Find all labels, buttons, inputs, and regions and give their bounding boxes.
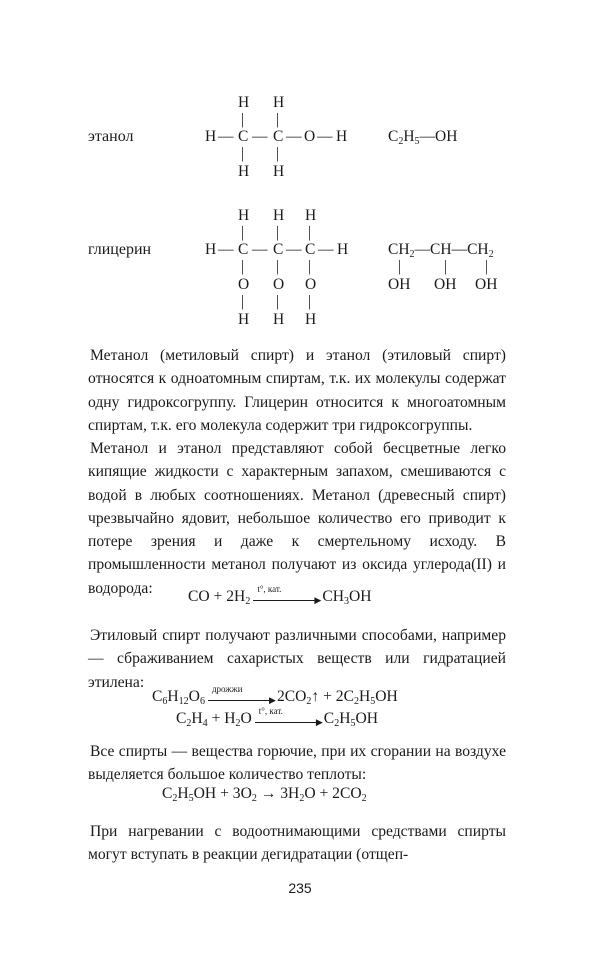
atom-h: H bbox=[205, 128, 217, 145]
atom-h: H bbox=[336, 128, 348, 145]
bond-horizontal: — bbox=[218, 128, 234, 145]
hydroxyl-group: OH bbox=[434, 276, 457, 293]
atom-h: H bbox=[305, 207, 317, 224]
bond-horizontal: — bbox=[318, 241, 334, 258]
bond-horizontal: — bbox=[252, 128, 268, 145]
bond-vertical: | bbox=[485, 258, 489, 275]
bond-vertical: | bbox=[241, 293, 245, 310]
reaction-arrow: t°, кат. ▶ bbox=[255, 714, 321, 724]
atom-c: C bbox=[273, 128, 284, 145]
atom-o: O bbox=[238, 276, 250, 293]
atom-h: H bbox=[273, 311, 285, 328]
atom-o: O bbox=[273, 276, 285, 293]
atom-h: H bbox=[238, 311, 250, 328]
reaction-arrow: дрожжи ▶ bbox=[208, 692, 274, 702]
page-number: 235 bbox=[288, 880, 312, 896]
atom-h: H bbox=[238, 94, 250, 111]
bond-vertical: | bbox=[241, 111, 245, 128]
atom-h: H bbox=[205, 241, 217, 258]
glycerol-label: глицерин bbox=[88, 241, 152, 258]
atom-o: O bbox=[305, 276, 317, 293]
bond-horizontal: — bbox=[317, 128, 333, 145]
atom-c: C bbox=[305, 241, 316, 258]
atom-c: C bbox=[238, 128, 249, 145]
equation-methanol-synthesis: CO + $2H_2$ t°, кат. ▶ $CH_3OH$ bbox=[188, 584, 372, 607]
atom-h: H bbox=[273, 207, 285, 224]
paragraph-5: При нагревании с водоотнимающими средствами спирты могут вступать в реакции дегидратации (отщеп- bbox=[88, 823, 506, 864]
bond-horizontal: — bbox=[252, 241, 268, 258]
equation-combustion: $C_2H_5OH + 3O_2 \to 3H_2O + 2CO_2$ bbox=[162, 785, 367, 804]
atom-h: H bbox=[273, 163, 285, 180]
hydroxyl-group: OH bbox=[388, 276, 411, 293]
paragraph-2: Метанол и этанол представляют собой бесцветные легко кипящие жидкости с характерным запахом, смешиваются с водой в любых соотношениях. Метанол (древесный спирт) чрезвычайно ядовит, небольшое количество его приводит к потере зрения и даже к смертельному исходу. В промышленности метанол получают из оксида углерода(II) и водорода: bbox=[88, 440, 506, 597]
atom-c: C bbox=[273, 241, 284, 258]
atom-h: H bbox=[238, 207, 250, 224]
bond-vertical: | bbox=[276, 293, 280, 310]
hydroxyl-group: OH bbox=[475, 276, 498, 293]
bond-vertical: | bbox=[276, 111, 280, 128]
paragraph-1: Метанол (метиловый спирт) и этанол (этиловый спирт) относятся к одноатомным спиртам, т.к. их молекулы содержат одну гидроксогруппу. Глицерин относится к многоатомным спиртам, т.к. его молекула содержит три гидроксогруппы. bbox=[88, 347, 506, 434]
atom-h: H bbox=[337, 241, 349, 258]
bond-vertical: | bbox=[241, 224, 245, 241]
bond-vertical: | bbox=[241, 145, 245, 162]
glycerol-condensed-formula: $CH_2—CH—CH_2$ bbox=[388, 241, 494, 260]
bond-vertical: | bbox=[276, 258, 280, 275]
atom-h: H bbox=[305, 311, 317, 328]
bond-vertical: | bbox=[398, 258, 402, 275]
bond-vertical: | bbox=[308, 258, 312, 275]
bond-vertical: | bbox=[308, 224, 312, 241]
equation-ethylene-hydration: $C_2H_4 + H_2O$ t°, кат. ▶ $C_2H_5OH$ bbox=[176, 706, 378, 729]
bond-vertical: | bbox=[308, 293, 312, 310]
bond-horizontal: — bbox=[218, 241, 234, 258]
paragraph-3: Этиловый спирт получают различными способами, например — сбраживанием сахаристых веществ или гидратацией этилена: bbox=[88, 627, 506, 691]
atom-o: O bbox=[304, 128, 316, 145]
atom-h: H bbox=[238, 163, 250, 180]
equation-fermentation: $C_6H_{12}O_6$ дрожжи ▶ $2CO_2↑ + 2C_2H_5OH$ bbox=[152, 684, 398, 707]
bond-horizontal: — bbox=[286, 241, 302, 258]
bond-vertical: | bbox=[276, 224, 280, 241]
bond-vertical: | bbox=[276, 145, 280, 162]
atom-c: C bbox=[238, 241, 249, 258]
reaction-arrow: t°, кат. ▶ bbox=[253, 592, 319, 602]
atom-h: H bbox=[273, 94, 285, 111]
ethanol-label: этанол bbox=[88, 128, 134, 145]
ethanol-condensed-formula: $C_2H_5—OH$ bbox=[388, 128, 458, 147]
bond-vertical: | bbox=[241, 258, 245, 275]
paragraph-4: Все спирты — вещества горючие, при их сгорании на воздухе выделяется большое количество теплоты: bbox=[88, 743, 506, 784]
bond-vertical: | bbox=[444, 258, 448, 275]
bond-horizontal: — bbox=[286, 128, 302, 145]
